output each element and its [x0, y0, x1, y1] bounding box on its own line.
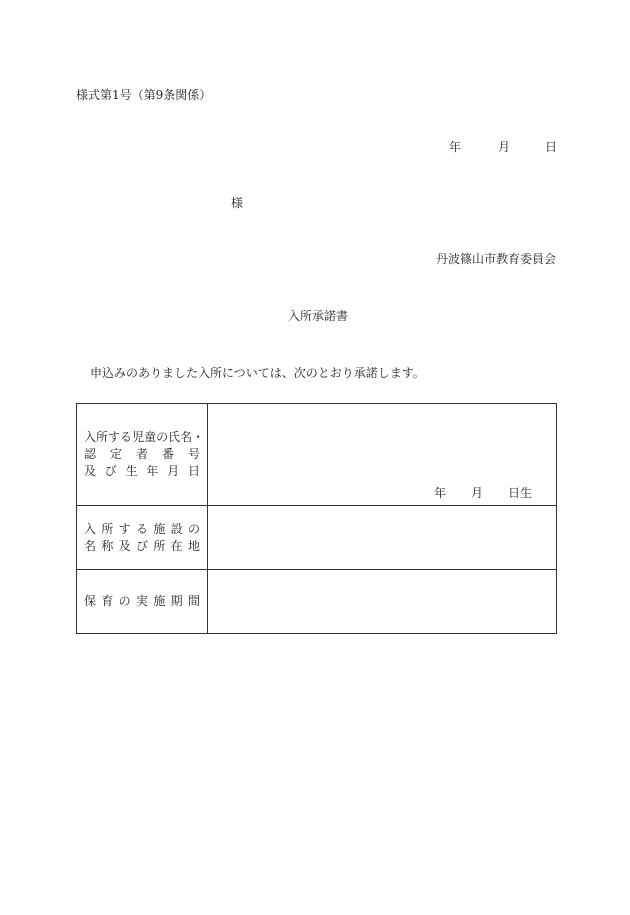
period-field[interactable]: [208, 570, 557, 634]
label-line: 名 称 及 び 所 在 地: [84, 538, 200, 553]
recipient-suffix: 様: [231, 196, 244, 210]
birth-month-label: 月: [471, 486, 484, 500]
facility-label: [77, 506, 208, 570]
date-year-label: 年: [449, 140, 462, 154]
birth-year-label: 年: [434, 486, 447, 500]
label-line: 及 び 生 年 月 日: [84, 464, 200, 478]
facility-field[interactable]: [208, 506, 557, 570]
label-line: 入 所 す る 施 設 の: [84, 521, 200, 536]
table-row: [77, 404, 557, 506]
child-info-label: [77, 404, 208, 506]
date-day-label: 日: [545, 140, 558, 154]
body-text: 申込みのありました入所については、次のとおり承諾します。: [90, 366, 425, 380]
info-table: [76, 403, 557, 634]
period-label: [77, 570, 208, 634]
issuer-name: 丹波篠山市教育委員会: [436, 252, 557, 266]
date-month-label: 月: [498, 140, 511, 154]
document-title: 入所承諾書: [288, 309, 349, 323]
form-number: 様式第1号（第9条関係）: [76, 88, 212, 102]
birth-day-label: 日生: [508, 486, 533, 500]
label-line: 認 定 者 番 号: [84, 447, 200, 461]
child-info-field[interactable]: [208, 404, 557, 506]
table-row: [77, 506, 557, 570]
label-line: 保 育 の 実 施 期 間: [84, 594, 200, 608]
table-row: [77, 570, 557, 634]
label-line: 入 所 す る 児 童 の 氏 名 ・: [84, 430, 205, 444]
